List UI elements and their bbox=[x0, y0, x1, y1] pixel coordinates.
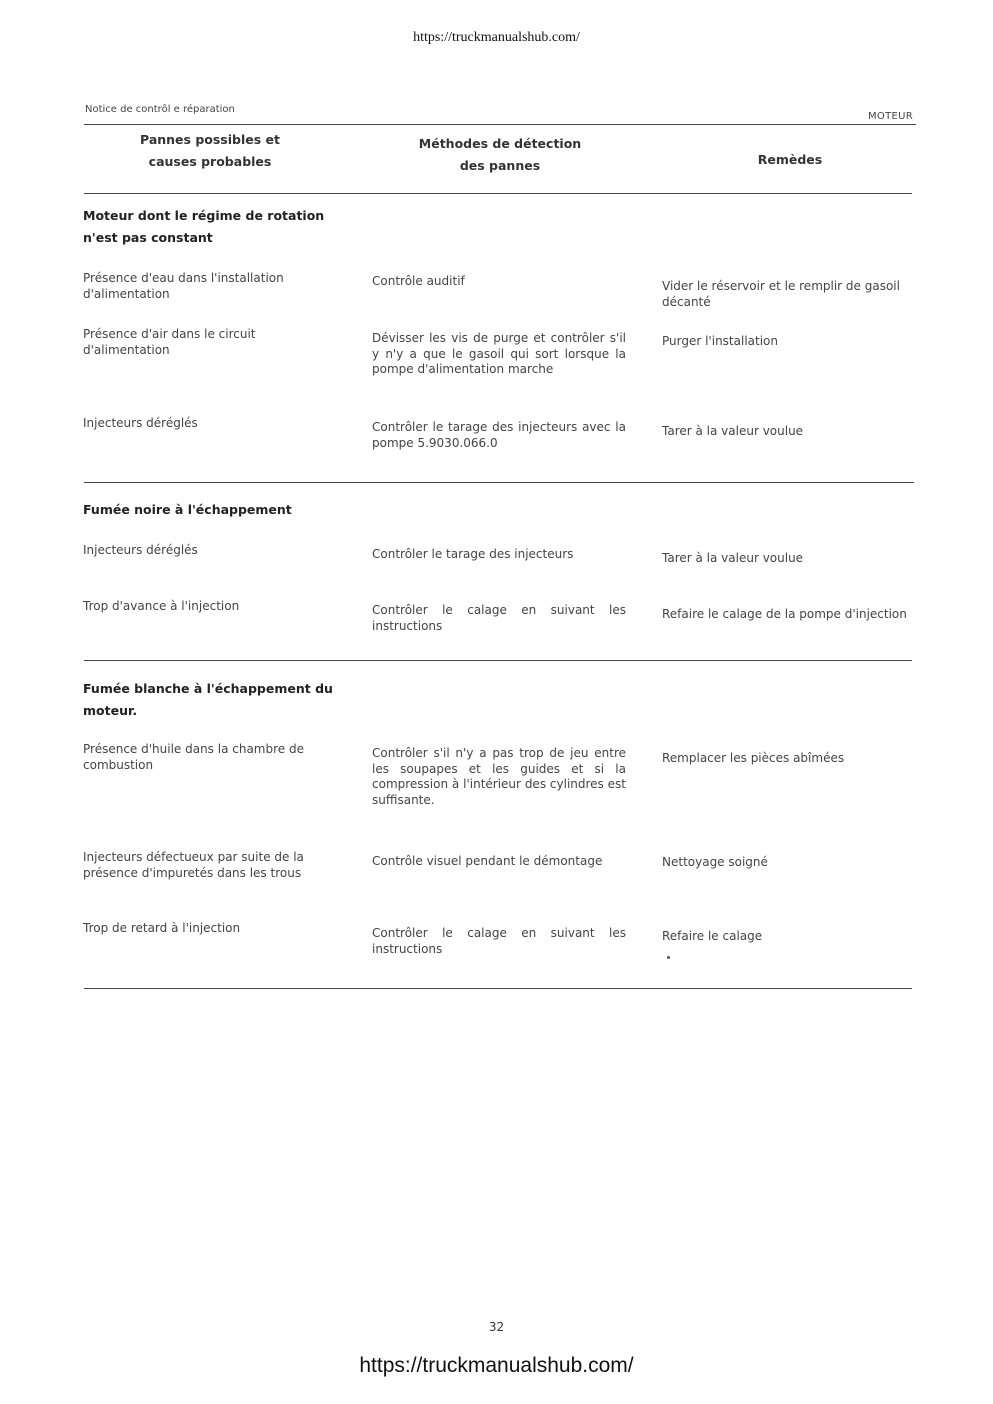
bottom-url: https://truckmanualshub.com/ bbox=[359, 1354, 634, 1377]
method-cell: Contrôle auditif bbox=[372, 274, 465, 288]
remedy-cell: Refaire le calage bbox=[662, 929, 763, 943]
document-notice: Notice de contrôl e réparation bbox=[85, 104, 235, 115]
remedy-cell: Tarer à la valeur voulue bbox=[662, 551, 804, 565]
group-separator bbox=[84, 482, 914, 483]
group-title: Moteur dont le régime de rotation n'est pas constant bbox=[83, 208, 325, 245]
remedy-cell: Purger l'installation bbox=[662, 334, 778, 348]
cause-cell: Présence d'eau dans l'installation d'alimentation bbox=[83, 271, 284, 301]
column-header-methods: Méthodes de détection des pannes bbox=[418, 136, 582, 173]
bullet-mark bbox=[667, 956, 670, 959]
header-rule bbox=[84, 124, 916, 125]
group-title: Fumée noire à l'échappement bbox=[83, 502, 292, 517]
method-cell: Contrôler le calage en suivant les instructions bbox=[372, 603, 626, 633]
cause-cell: Présence d'huile dans la chambre de combustion bbox=[83, 742, 304, 772]
table-bottom-rule bbox=[84, 988, 912, 989]
method-cell: Contrôler le tarage des injecteurs bbox=[372, 547, 574, 561]
column-header-causes: Pannes possibles et causes probables bbox=[140, 132, 280, 169]
remedy-cell: Refaire le calage de la pompe d'injection bbox=[662, 607, 907, 621]
top-url: https://truckmanualshub.com/ bbox=[413, 30, 580, 45]
column-header-rule bbox=[84, 193, 912, 194]
remedy-cell: Vider le réservoir et le remplir de gasoil décanté bbox=[662, 279, 900, 309]
method-cell: Contrôle visuel pendant le démontage bbox=[372, 854, 603, 868]
method-cell: Dévisser les vis de purge et contrôler s'il y n'y a que le gasoil qui sort lorsque la pompe d'alimentation marche bbox=[372, 331, 626, 376]
method-cell: Contrôler s'il n'y a pas trop de jeu entre les soupapes et les guides et si la compression à l'intérieur des cylindres est suffisante. bbox=[372, 746, 626, 807]
cause-cell: Présence d'air dans le circuit d'alimentation bbox=[83, 327, 256, 357]
remedy-cell: Tarer à la valeur voulue bbox=[662, 424, 804, 438]
group-separator bbox=[84, 660, 912, 661]
column-header-remedies: Remèdes bbox=[757, 152, 823, 167]
section-name: MOTEUR bbox=[868, 111, 913, 122]
group-title: Fumée blanche à l'échappement du moteur. bbox=[83, 681, 333, 718]
cause-cell: Injecteurs déréglés bbox=[83, 416, 198, 430]
method-cell: Contrôler le calage en suivant les instructions bbox=[372, 926, 626, 956]
page-number: 32 bbox=[488, 1320, 505, 1334]
remedy-cell: Remplacer les pièces abîmées bbox=[662, 751, 845, 765]
cause-cell: Trop de retard à l'injection bbox=[83, 921, 241, 935]
remedy-cell: Nettoyage soigné bbox=[662, 855, 768, 869]
cause-cell: Trop d'avance à l'injection bbox=[83, 599, 240, 613]
method-cell: Contrôler le tarage des injecteurs avec la pompe 5.9030.066.0 bbox=[372, 420, 626, 450]
cause-cell: Injecteurs déréglés bbox=[83, 543, 198, 557]
cause-cell: Injecteurs défectueux par suite de la présence d'impuretés dans les trous bbox=[83, 850, 304, 880]
